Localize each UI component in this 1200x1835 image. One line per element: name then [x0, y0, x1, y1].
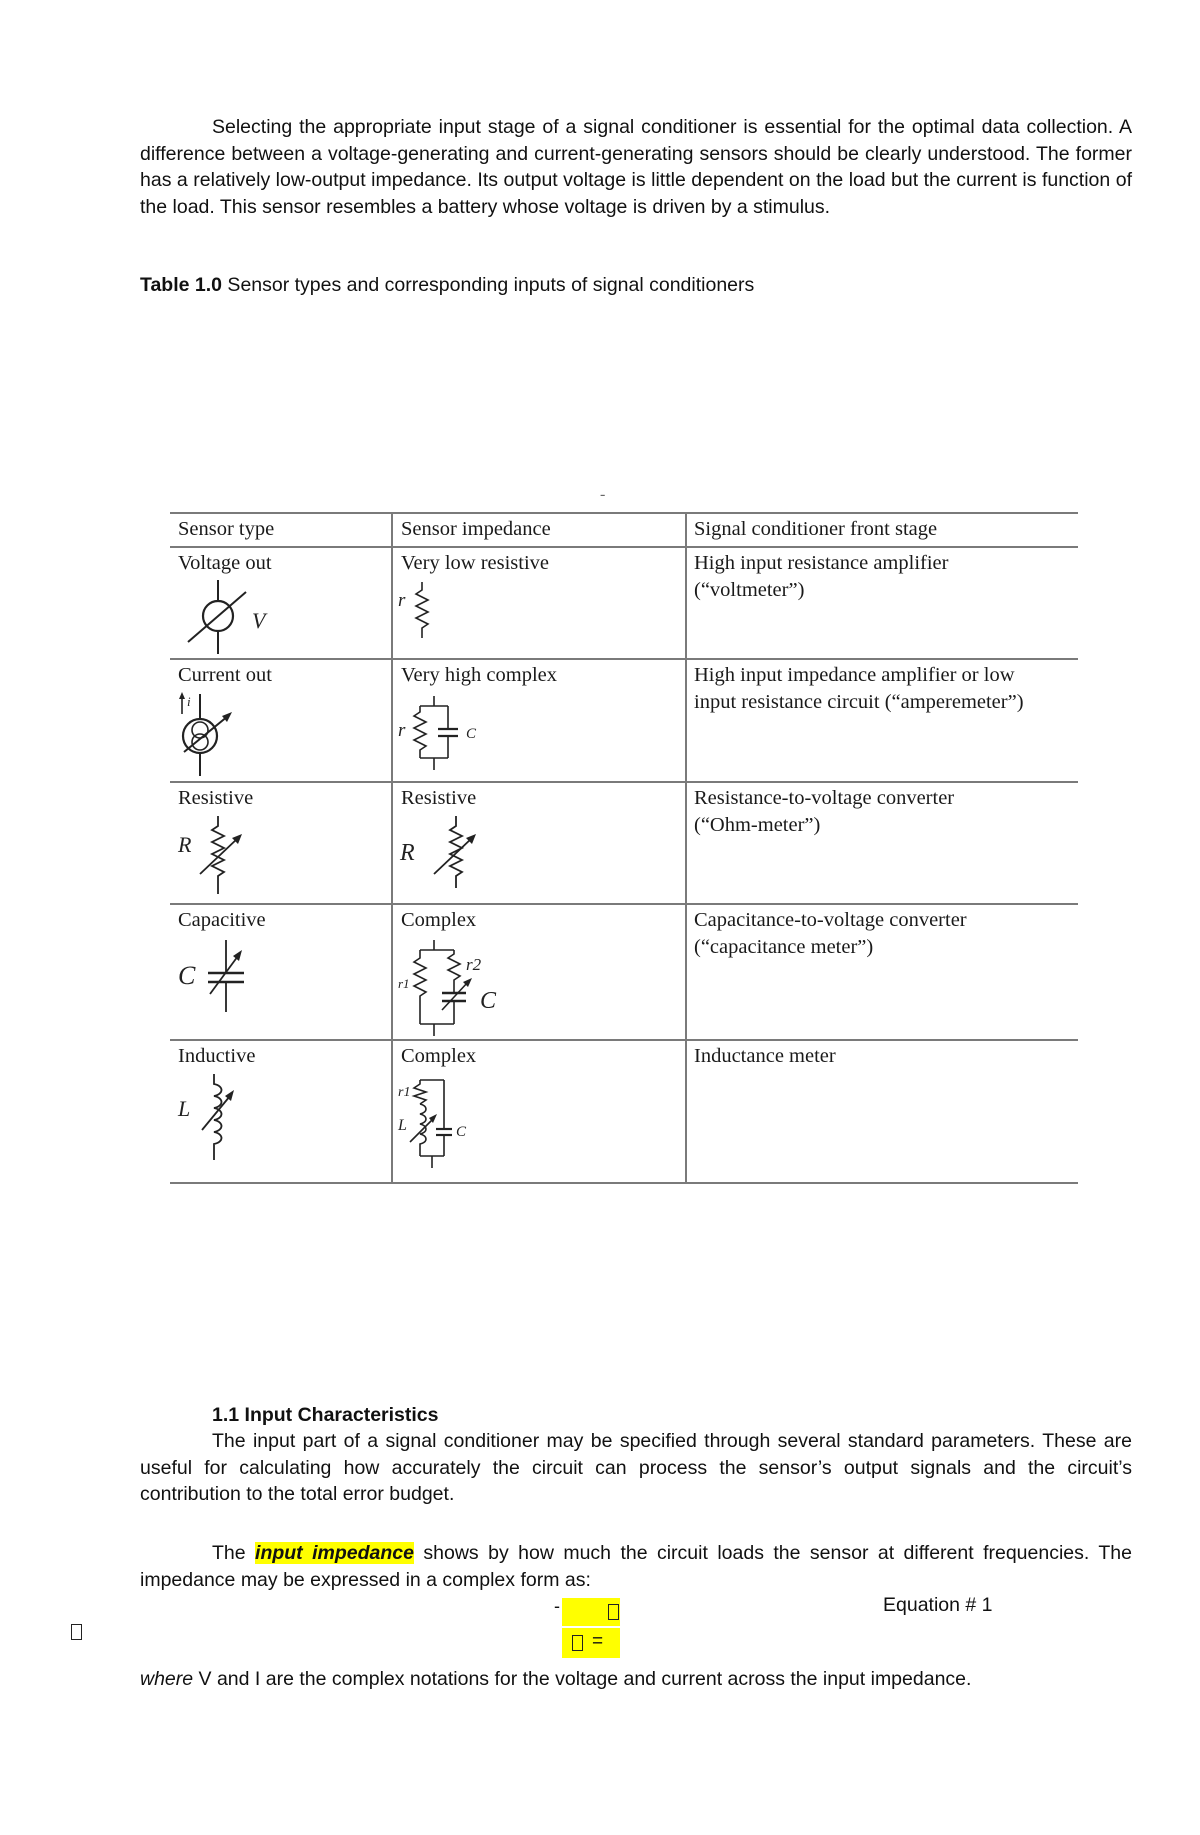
impedance-L-label: L [398, 1117, 407, 1134]
table-col-divider-1 [391, 512, 393, 1184]
impedance-r1-label: r1 [398, 976, 410, 991]
section-body-text: The input part of a signal conditioner may be specified through several standard parameters. These are useful for calculating how accurately the circuit can process the sensor’s output signals and the circuit’s contribution to the total error budget. [140, 1430, 1132, 1506]
row-inductive-front-line-1: Inductance meter [694, 1045, 836, 1067]
voltage-source-icon [180, 578, 280, 663]
row-inductive-impedance: Complex [401, 1045, 477, 1067]
rc-parallel-icon [398, 694, 498, 779]
row-current-impedance: Very high complex [401, 664, 557, 686]
impedance-intro-text: The [212, 1542, 256, 1564]
variable-inductor-icon [178, 1074, 258, 1169]
complex-rc-network-icon [398, 940, 508, 1045]
row-capacitive-front-line-1: Capacitance-to-voltage converter [694, 909, 967, 931]
impedance-r-label-2: r [398, 720, 406, 741]
row-capacitive-front-line-2: (“capacitance meter”) [694, 936, 874, 958]
table-col-divider-2 [685, 512, 687, 1184]
voltage-symbol-label: V [252, 608, 266, 633]
row-voltage-sensor: Voltage out [178, 552, 272, 574]
intro-text: Selecting the appropriate input stage of a signal conditioner is essential for the optimal data collection. A difference between a voltage-generating and current-generating sensors should be clearly understood. The former has a relatively low-output impedance. Its output voltage is little dependent on the load but the current is function of the load. This sensor resembles a battery whose voltage is driven by a stimulus. [140, 116, 1132, 218]
section-title: 1.1 Input Characteristics [212, 1404, 439, 1426]
variable-resistor-icon [178, 816, 268, 903]
row-resistive-impedance: Resistive [401, 787, 477, 809]
missing-glyph-icon [608, 1604, 619, 1620]
row-capacitive-impedance: Complex [401, 909, 477, 931]
row-voltage-front-line-2: (“voltmeter”) [694, 579, 805, 601]
impedance-r-label: r [398, 590, 406, 611]
table-rule-row1 [170, 658, 1078, 660]
missing-glyph-icon [572, 1635, 583, 1651]
where-text: V and I are the complex notations for the voltage and current across the input impedance. [193, 1668, 972, 1690]
row-current-sensor: Current out [178, 664, 272, 686]
section-body-paragraph [140, 1428, 1132, 1508]
current-source-icon [178, 692, 268, 785]
current-symbol-label: i [187, 694, 191, 709]
equation-numerator [562, 1598, 620, 1626]
complex-rlc-network-icon [398, 1074, 498, 1179]
impedance-c-label-3: C [456, 1124, 467, 1140]
impedance-r1-label-2: r1 [398, 1085, 411, 1100]
header-sensor-type: Sensor type [178, 518, 275, 540]
table-rule-top [170, 512, 1078, 514]
row-voltage-impedance: Very low resistive [401, 552, 550, 574]
inductive-symbol-label: L [178, 1096, 191, 1121]
table-caption-text: Sensor types and corresponding inputs of signal conditioners [222, 274, 755, 296]
table-rule-bottom [170, 1182, 1078, 1184]
row-current-front-line-2: input resistance circuit (“amperemeter”) [694, 691, 1024, 713]
equation-label: Equation # 1 [883, 1594, 993, 1616]
row-resistive-sensor: Resistive [178, 787, 254, 809]
header-front-stage: Signal conditioner front stage [694, 518, 938, 540]
impedance-c-label: C [466, 726, 477, 742]
row-resistive-front-line-1: Resistance-to-voltage converter [694, 787, 955, 809]
table-rule-row4 [170, 1039, 1078, 1041]
resistive-symbol-label: R [178, 832, 192, 857]
row-capacitive-sensor: Capacitive [178, 909, 266, 931]
table-rule-row3 [170, 903, 1078, 905]
impedance-paragraph [140, 1540, 1132, 1593]
header-sensor-impedance: Sensor impedance [401, 518, 551, 540]
sensor-table [170, 512, 1078, 1187]
where-word: where [140, 1668, 194, 1690]
row-inductive-sensor: Inductive [178, 1045, 256, 1067]
intro-paragraph [140, 114, 1132, 220]
resistor-icon [398, 580, 458, 655]
equation-lhs [562, 1628, 620, 1658]
capacitive-symbol-label: C [178, 961, 196, 990]
impedance-rest-text: shows by how much the circuit loads the sensor at different frequencies. The impedance may be expressed in a complex form as: [140, 1542, 1132, 1591]
table-rule-header [170, 546, 1078, 548]
stray-mark: - [600, 486, 606, 503]
highlighted-term: input impedance [255, 1542, 414, 1564]
missing-glyph-icon [71, 1624, 82, 1645]
equation-dash: - [554, 1596, 560, 1616]
row-resistive-front-line-2: (“Ohm-meter”) [694, 814, 821, 836]
impedance-C-label-2: C [480, 988, 497, 1014]
impedance-r2-label: r2 [466, 955, 482, 974]
impedance-R-label: R [400, 840, 415, 866]
variable-capacitor-icon [178, 936, 268, 1031]
table-caption [140, 274, 754, 297]
table-caption-label: Table 1.0 [140, 274, 223, 296]
equation-equals: = [592, 1631, 604, 1652]
row-voltage-front-line-1: High input resistance amplifier [694, 552, 949, 574]
variable-resistor-impedance-icon [398, 816, 488, 903]
table-rule-row2 [170, 781, 1078, 783]
where-line [140, 1668, 971, 1691]
row-current-front-line-1: High input impedance amplifier or low [694, 664, 1015, 686]
